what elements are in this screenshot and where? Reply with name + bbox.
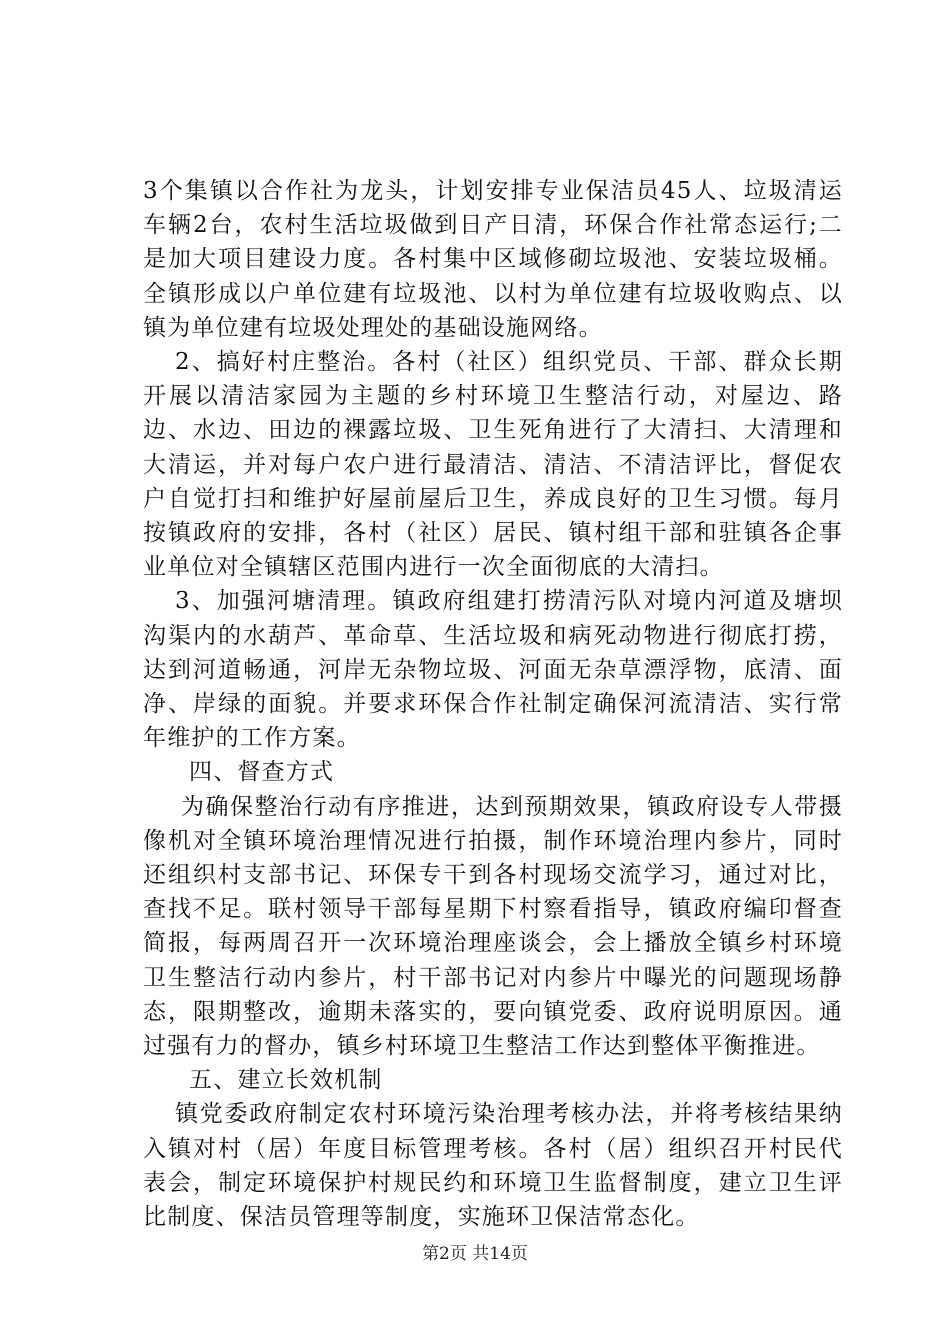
paragraph-garbage-infrastructure: 3个集镇以合作社为龙头，计划安排专业保洁员45人、垃圾清运车辆2台，农村生活垃圾做到日产日清，环保合作社常态运行;二是加大项目建设力度。各村集中区域修砌垃圾池、安装垃圾桶。全镇形成以户单位建有垃圾池、以村为单位建有垃圾收购点、以镇为单位建有垃圾处理处的基础设施网络。	[143, 178, 843, 341]
page-number-footer: 第2页 共14页	[422, 1244, 528, 1264]
paragraph-long-term-mechanism: 镇党委政府制定农村环境污染治理考核办法，并将考核结果纳入镇对村（居）年度目标管理考核。各村（居）组织召开村民代表会，制定环境保护村规民约和环境卫生监督制度，建立卫生评比制度、保洁员管理等制度，实施环卫保洁常态化。	[143, 1101, 843, 1231]
document-body	[143, 174, 843, 1234]
paragraph-village-renovation: 2、搞好村庄整治。各村（社区）组织党员、干部、群众长期开展以清洁家园为主题的乡村环境卫生整洁行动，对屋边、路边、水边、田边的裸露垃圾、卫生死角进行了大清扫、大清理和大清运，并对每户农户进行最清洁、清洁、不清洁评比，督促农户自觉打扫和维护好屋前屋后卫生，养成良好的卫生习惯。每月按镇政府的安排，各村（社区）居民、镇村组干部和驻镇各企事业单位对全镇辖区范围内进行一次全面彻底的大清扫。	[143, 349, 843, 581]
paragraph-river-cleanup: 3、加强河塘清理。镇政府组建打捞清污队对境内河道及塘坝沟渠内的水葫芦、革命草、生活垃圾和病死动物进行彻底打捞，达到河道畅通，河岸无杂物垃圾、河面无杂草漂浮物，底清、面净、岸绿的面貌。并要求环保合作社制定确保河流清洁、实行常年维护的工作方案。	[143, 588, 843, 752]
section-heading-inspection: 四、督查方式	[189, 759, 335, 786]
paragraph-inspection-method: 为确保整治行动有序推进，达到预期效果，镇政府设专人带摄像机对全镇环境治理情况进行拍摄，制作环境治理内参片，同时还组织村支部书记、环保专干到各村现场交流学习，通过对比，查找不足。联村领导干部每星期下村察看指导，镇政府编印督查简报，每两周召开一次环境治理座谈会，会上播放全镇乡村环境卫生整洁行动内参片，村干部书记对内参片中曝光的问题现场静态，限期整改，逾期未落实的，要向镇党委、政府说明原因。通过强有力的督办，镇乡村环境卫生整洁工作达到整体平衡推进。	[143, 793, 843, 1060]
section-heading-long-term-mechanism: 五、建立长效机制	[189, 1067, 383, 1094]
